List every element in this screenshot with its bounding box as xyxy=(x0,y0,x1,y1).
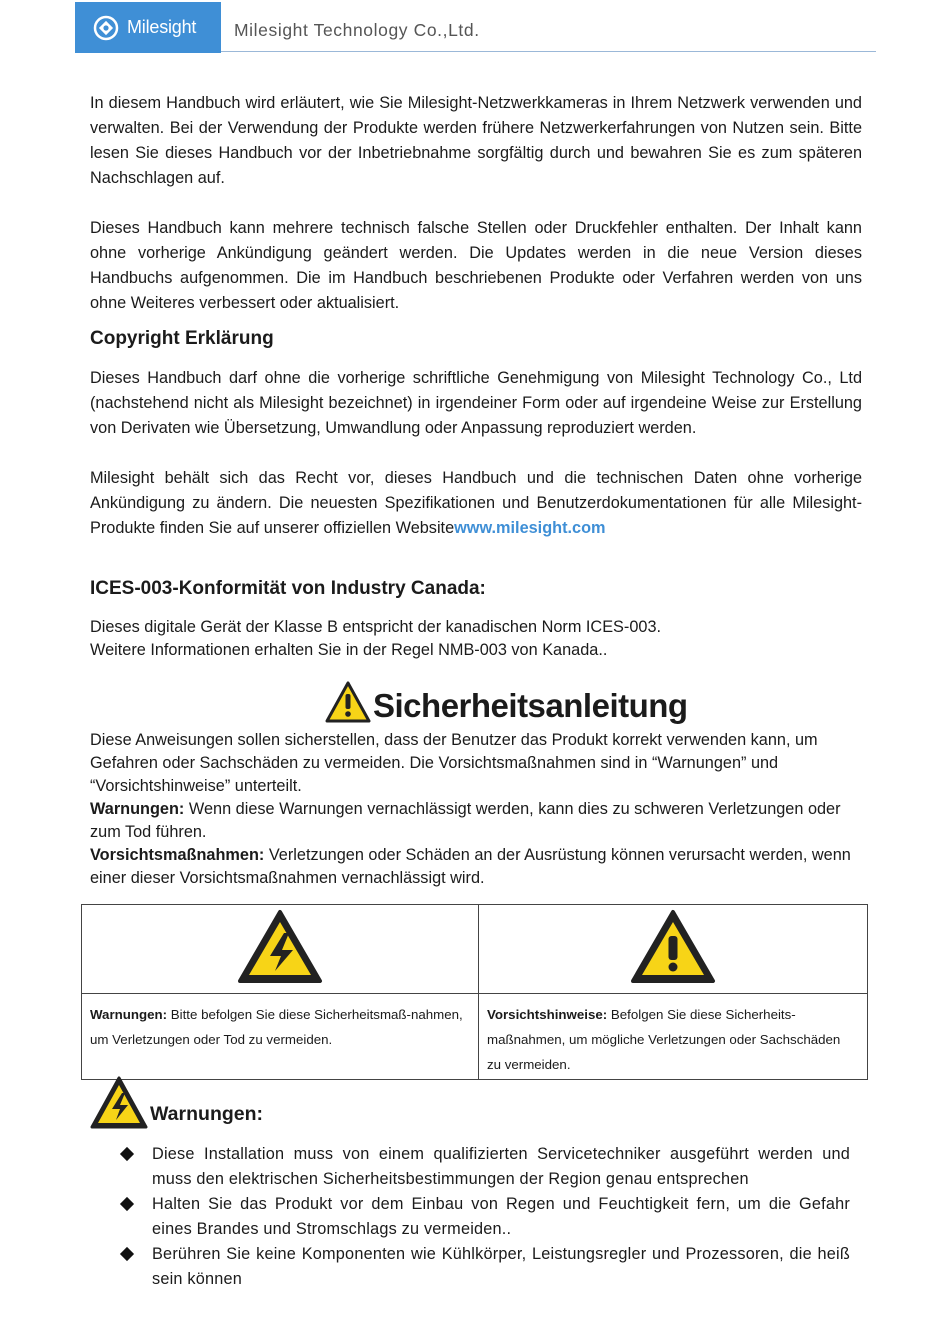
logo-text: Milesight xyxy=(127,17,197,37)
exclamation-warning-icon xyxy=(630,909,716,985)
company-name: Milesight Technology Co.,Ltd. xyxy=(234,20,480,40)
ices-line-2: Weitere Informationen erhalten Sie in der Regel NMB-003 von Kanada.. xyxy=(90,641,608,659)
high-voltage-warning-icon xyxy=(237,909,323,985)
table-precautions-cell xyxy=(479,994,868,1080)
bullet-diamond-icon xyxy=(120,1197,134,1211)
safety-table xyxy=(81,904,868,1080)
ices-heading: ICES-003-Konformität von Industry Canada: xyxy=(90,578,486,599)
bullet-diamond-icon xyxy=(120,1247,134,1261)
header-divider xyxy=(221,51,876,52)
list-item xyxy=(120,1192,850,1242)
table-warnings-cell xyxy=(82,994,479,1080)
precautions-label: Vorsichtsmaßnahmen: xyxy=(90,846,265,864)
safety-precautions-line xyxy=(90,844,870,890)
table-warnings-label: Warnungen: xyxy=(90,1007,168,1022)
milesight-logo-icon xyxy=(93,15,119,41)
copyright-paragraph-2-text: Milesight behält sich das Recht vor, dieses Handbuch und die technischen Daten ohne vorherige Ankündigung zu ändern. Die neuesten Spezifikationen und Benutzerdokumentationen für alle Milesight-Produkte finden Sie auf unserer offiziellen Website xyxy=(90,469,862,537)
table-icon-cell-left xyxy=(82,905,479,994)
exclamation-warning-icon xyxy=(325,680,371,724)
table-warnings-text: Bitte befolgen Sie diese Sicherheitsmaß-nahmen, um Verletzungen oder Tod zu vermeiden. xyxy=(90,1007,463,1047)
intro-paragraph-1: In diesem Handbuch wird erläutert, wie Sie Milesight-Netzwerkkameras in Ihrem Netzwerk verwenden und verwalten. Bei der Verwendung der Produkte werden frühere Netzwerkerfahrungen von Nutzen sein. Bitte lesen Sie dieses Handbuch vor der Inbetriebnahme sorgfältig durch und bewahren Sie es zum späteren Nachschlagen auf. xyxy=(90,94,862,187)
list-item-text: Halten Sie das Produkt vor dem Einbau von Regen und Feuchtigkeit fern, um die Gefahr eines Brandes und Stromschlags zu vermeiden.. xyxy=(152,1195,850,1238)
safety-warnings-line xyxy=(90,798,870,844)
header-logo xyxy=(75,2,221,53)
list-item xyxy=(120,1242,850,1292)
safety-title xyxy=(325,674,688,724)
table-icon-cell-right xyxy=(479,905,868,994)
precautions-text: Verletzungen oder Schäden an der Ausrüstung können verursacht werden, wenn einer dieser Vorsichtsmaßnahmen vernachlässigt wird. xyxy=(90,846,851,887)
warnings-label: Warnungen: xyxy=(90,800,185,818)
copyright-paragraph-2 xyxy=(90,466,862,541)
safety-section xyxy=(90,729,870,890)
copyright-paragraph-1: Dieses Handbuch darf ohne die vorherige schriftliche Genehmigung von Milesight Technology Co., Ltd (nachstehend nicht als Milesight bezeichnet) in irgendeiner Form oder auf irgendeine Weise zur Erstellung von Derivaten wie Übersetzung, Umwandlung oder Anpassung reproduziert werden. xyxy=(90,369,862,437)
list-item-text: Diese Installation muss von einem qualifizierten Servicetechniker ausgeführt werden und muss den elektrischen Sicherheitsbestimmungen der Region genau entsprechen xyxy=(152,1145,850,1188)
copyright-heading: Copyright Erklärung xyxy=(90,328,274,349)
intro-paragraph-2: Dieses Handbuch kann mehrere technisch falsche Stellen oder Druckfehler enthalten. Der Inhalt kann ohne vorherige Ankündigung geändert werden. Die Updates werden in die neue Version dieses Handbuchs aufgenommen. Die im Handbuch beschriebenen Produkte oder Verfahren werden von uns ohne Weiteres verbessert oder aktualisiert. xyxy=(90,219,862,312)
warnings-list xyxy=(120,1142,850,1292)
safety-title-text: Sicherheitsanleitung xyxy=(373,687,688,724)
website-link[interactable]: www.milesight.com xyxy=(454,519,606,537)
table-precautions-text: Befolgen Sie diese Sicherheits-maßnahmen, um mögliche Verletzungen oder Sachschäden zu vermeiden. xyxy=(487,1007,841,1072)
list-item-text: Berühren Sie keine Komponenten wie Kühlkörper, Leistungsregler und Prozessoren, die heiß sein können xyxy=(152,1245,850,1288)
high-voltage-warning-icon xyxy=(90,1076,148,1130)
table-precautions-label: Vorsichtshinweise: xyxy=(487,1007,608,1022)
safety-intro: Diese Anweisungen sollen sicherstellen, dass der Benutzer das Produkt korrekt verwenden kann, um Gefahren oder Sachschäden zu vermeiden. Die Vorsichtsmaßnahmen sind in “Warnungen” und “Vorsichtshinweise” unterteilt. xyxy=(90,731,818,795)
ices-line-1: Dieses digitale Gerät der Klasse B entspricht der kanadischen Norm ICES-003. xyxy=(90,618,662,636)
list-item xyxy=(120,1142,850,1192)
bullet-diamond-icon xyxy=(120,1147,134,1161)
warnings-heading xyxy=(90,1076,263,1130)
ices-text xyxy=(90,616,862,662)
warnings-text: Wenn diese Warnungen vernachlässigt werden, kann dies zu schweren Verletzungen oder zum Tod führen. xyxy=(90,800,841,841)
warnings-heading-text: Warnungen: xyxy=(150,1103,264,1125)
